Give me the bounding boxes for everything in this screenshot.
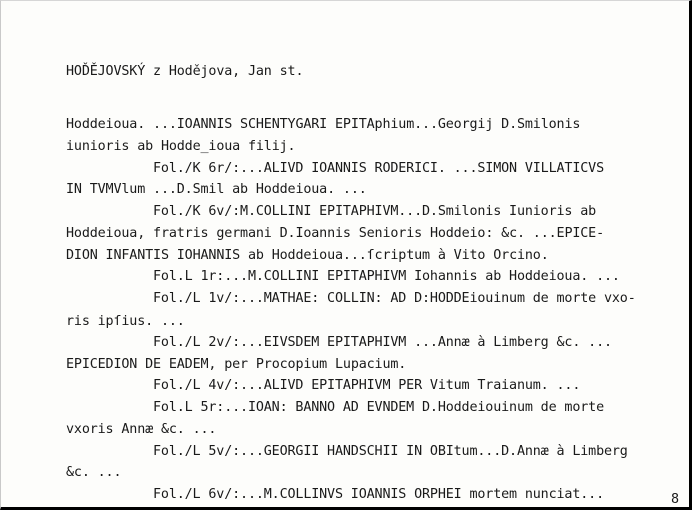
card-line: ris ipſius. ...: [66, 314, 185, 329]
card-line: Hoddeioua. ...IOANNIS SCHENTYGARI EPITAphium...Georgij D.Smilonis: [66, 117, 581, 132]
card-line: IN TVMVlum ...D.Smil ab Hoddeioua. ...: [66, 182, 367, 197]
card-line: DION INFANTIS IOHANNIS ab Hoddeioua...ſcriptum à Vito Orcino.: [66, 248, 549, 263]
card-line: Hoddeioua, fratris germani D.Ioannis Senioris Hoddeio: &c. ...EPICE-: [66, 226, 605, 241]
card-line: Fol./L 1v/:...MATHAE: COLLIN: AD D:HODDEiouinum de morte vxo-: [153, 291, 636, 306]
card-line: Fol./K 6r/:...ALIVD IOANNIS RODERICI. ...SIMON VILLATICVS: [153, 161, 604, 176]
page-number: 8: [671, 492, 680, 507]
card-line: Fol./L 6v/:...M.COLLINVS IOANNIS ORPHEI mortem nunciat...: [153, 487, 604, 502]
card-line: iunioris ab Hodde_ioua filij.: [66, 139, 296, 154]
card-heading: HOĎĚJOVSKÝ z Hodějova, Jan st.: [66, 64, 304, 79]
card-line: vxoris Annæ &c. ...: [66, 422, 217, 437]
card-line: Fol./K 6v/:M.COLLINI EPITAPHIVM...D.Smilonis Iunioris ab: [153, 204, 597, 219]
card-line: EPICEDION DE EADEM, per Procopium Lupacium.: [66, 357, 407, 372]
card-line: Fol.L 1r:...M.COLLINI EPITAPHIVM Iohannis ab Hoddeioua. ...: [153, 269, 620, 284]
card-line: Fol./L 4v/:...ALIVD EPITAPHIVM PER Vitum Traianum. ...: [153, 378, 581, 393]
card-line: Fol./L 5v/:...GEORGII HANDSCHII IN OBItum...D.Annæ à Limberg: [153, 444, 628, 459]
card-line: Fol./L 2v/:...EIVSDEM EPITAPHIVM ...Annæ à Limberg &c. ...: [153, 335, 612, 350]
card-line: &c. ...: [66, 465, 122, 480]
card-line: Fol.L 5r:...IOAN: BANNO AD EVNDEM D.Hoddeiouinum de morte: [153, 400, 604, 415]
